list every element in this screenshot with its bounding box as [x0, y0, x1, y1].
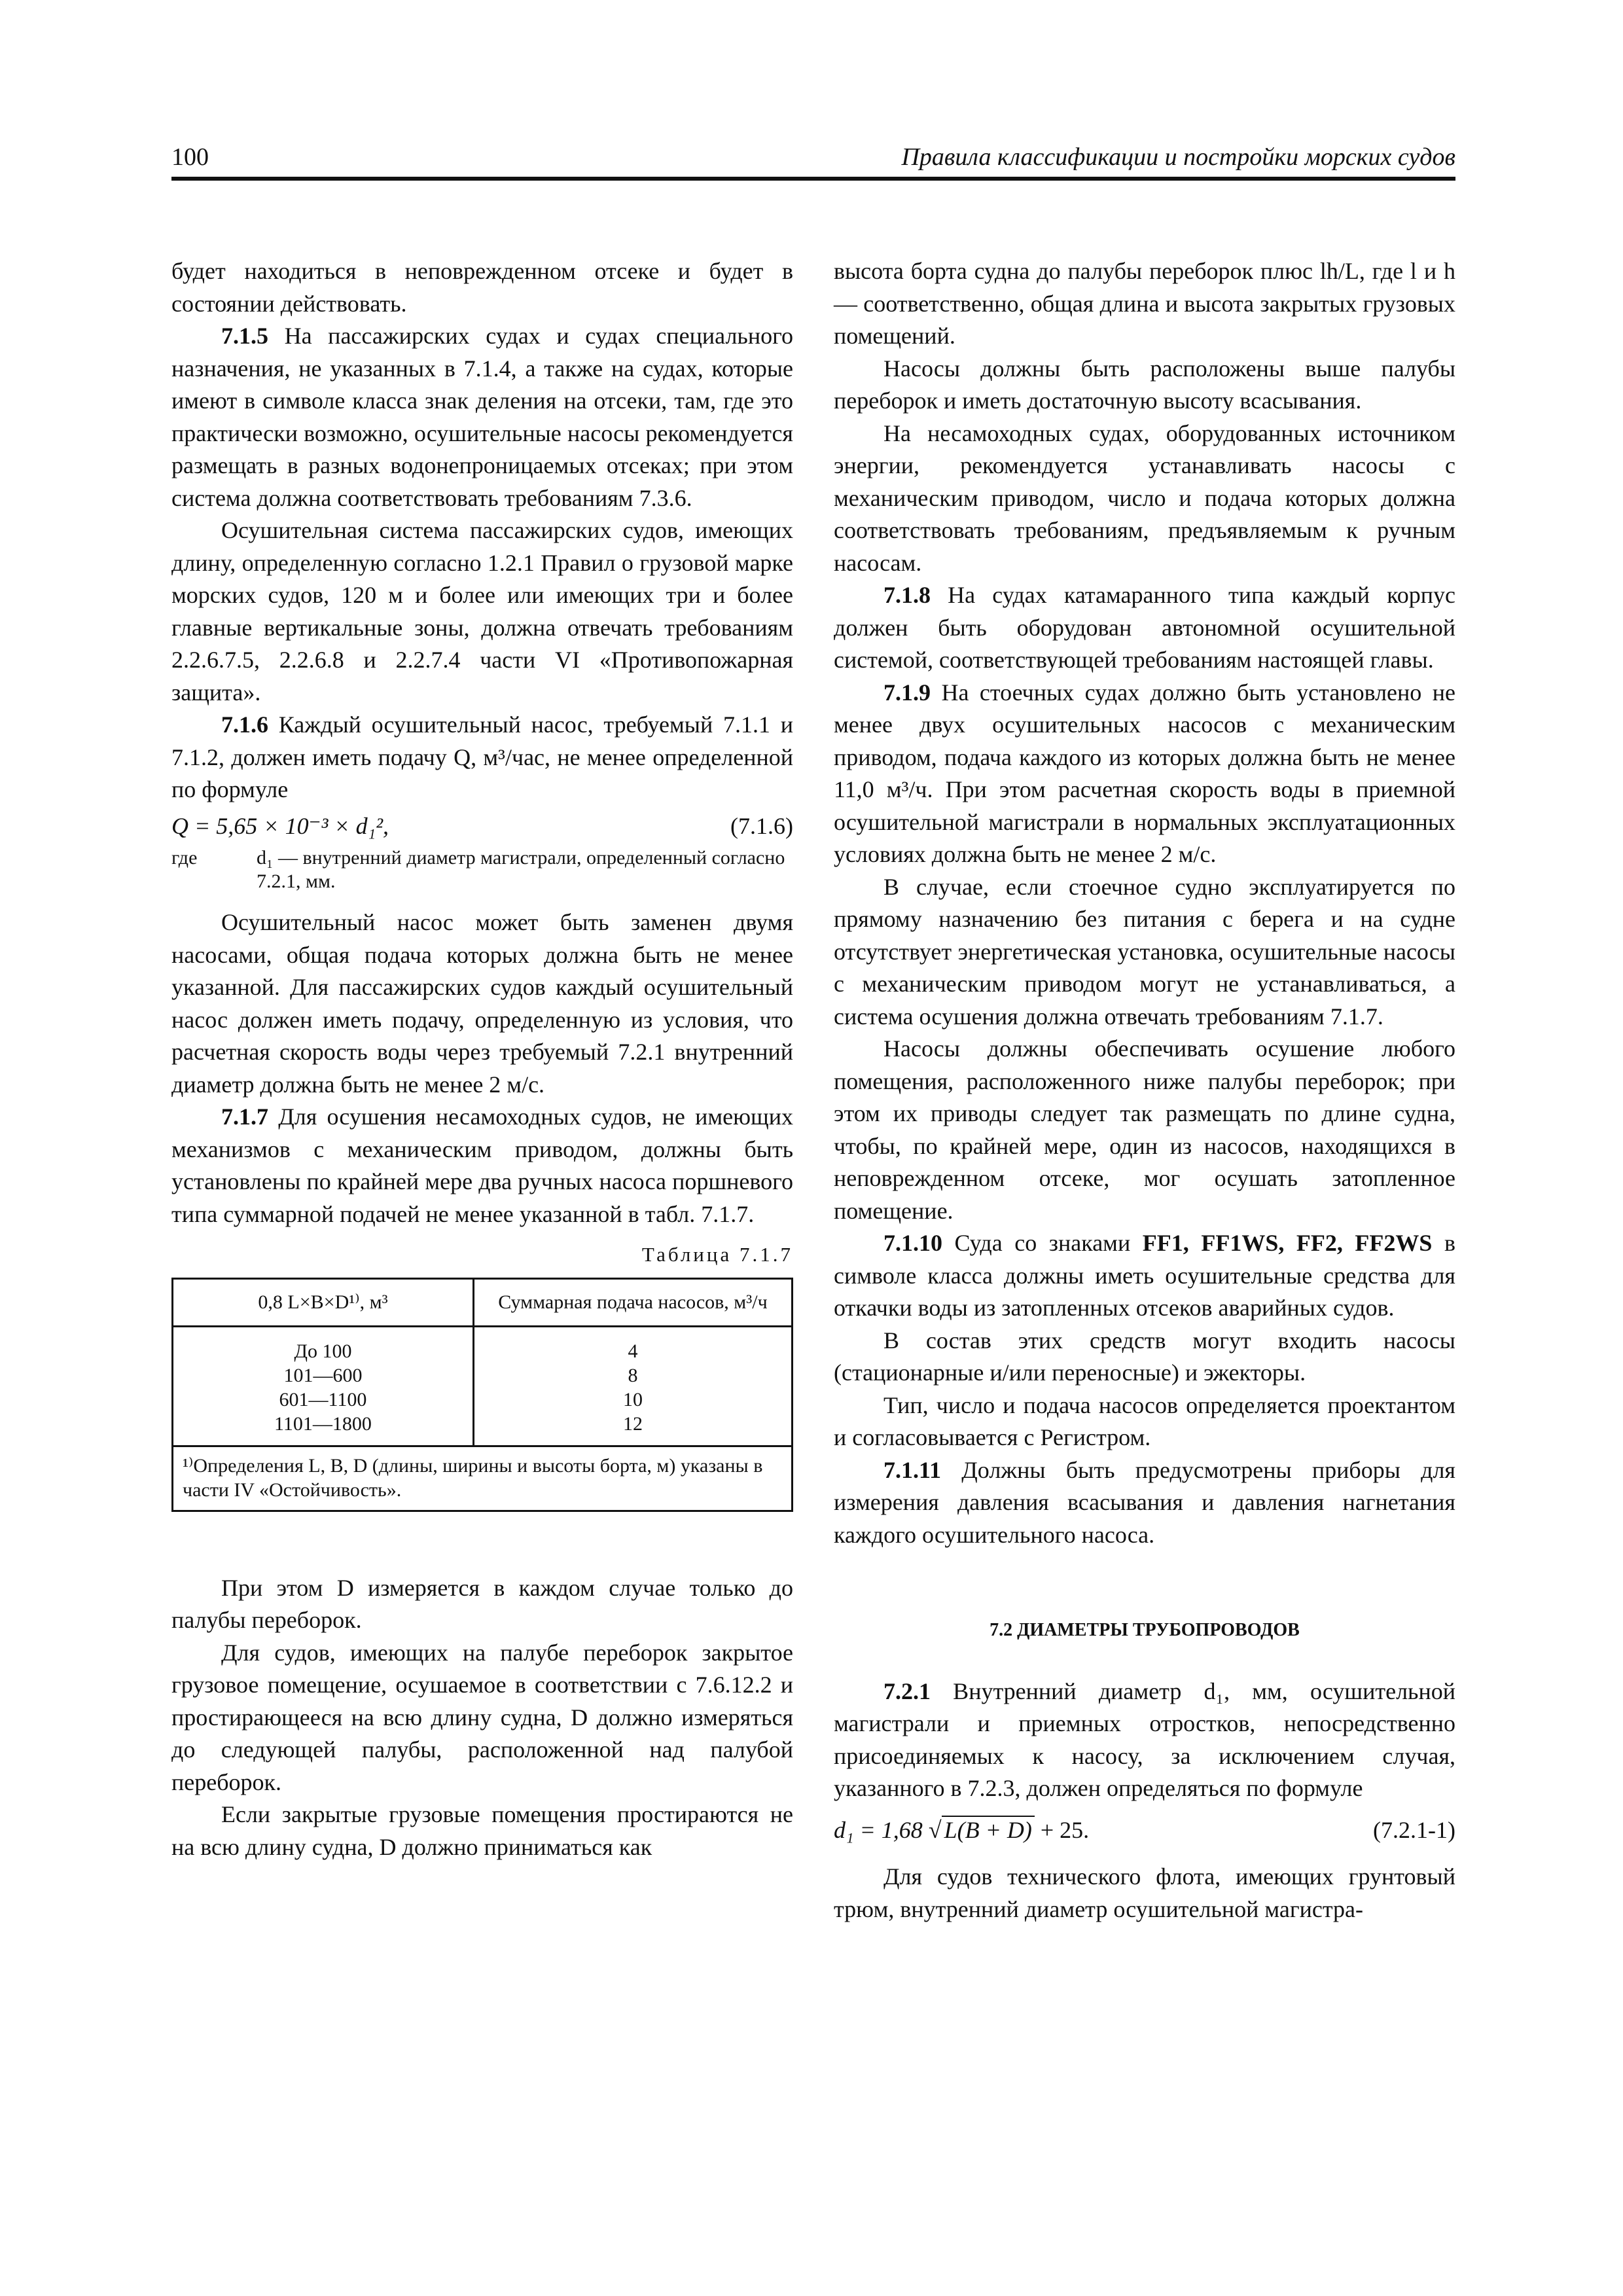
clause-number: 7.1.10: [883, 1230, 942, 1256]
left-column: [171, 255, 793, 1863]
formula-expression: [834, 1814, 1089, 1847]
paragraph: будет находиться в неповрежденном отсеке и будет в состоянии действовать.: [171, 258, 793, 317]
paragraph-7-1-9: [834, 677, 1455, 871]
formula-number: (7.1.6): [730, 812, 793, 839]
clause-text: Суда со знаками: [942, 1230, 1143, 1256]
paragraph: высота борта судна до палубы переборок плюс lh/L, где l и h — соответственно, общая длина и высота закрытых грузовых помещений.: [834, 258, 1455, 349]
paragraph: Осушительный насос может быть заменен двумя насосами, общая подача которых должна быть не менее указанной. Для пассажирских судов каждый осушительный насос должен иметь подачу, определенную из условия, что расчетная скорость воды через требуемый 7.2.1 внутренний диаметр должна быть не менее 2 м/с.: [171, 909, 793, 1098]
formula-number: (7.2.1-1): [1373, 1816, 1455, 1843]
running-title: Правила классификации и постройки морских судов: [901, 143, 1455, 171]
paragraph-7-1-5: [171, 320, 793, 514]
table-7-1-7: [171, 1278, 793, 1512]
square-root-icon: √: [928, 1816, 942, 1843]
formula-lhs: d₁ = 1,68: [834, 1816, 929, 1843]
section-title: 7.2 ДИАМЕТРЫ ТРУБОПРОВОДОВ: [990, 1620, 1300, 1640]
clause-number: 7.1.7: [221, 1103, 268, 1130]
table-cell: 8: [628, 1364, 638, 1386]
formula-rhs: + 25.: [1034, 1816, 1090, 1843]
paragraph: Осушительная система пассажирских судов, имеющих длину, определенную согласно 1.2.1 Правил о грузовой марке морских судов, 120 м и более или имеющих три и более главные вертикальные зоны, должна отвечать требованиям 2.2.6.7.5, 2.2.6.8 и 2.2.7.4 части VI «Противопожарная защита».: [171, 517, 793, 706]
table-body: [173, 1327, 791, 1447]
column-header-capacity: Суммарная подача насосов, м³/ч: [498, 1291, 768, 1313]
table-cell: 10: [623, 1388, 643, 1410]
paragraph: Насосы должны быть расположены выше палубы переборок и иметь достаточную высоту всасывания.: [834, 355, 1455, 414]
paragraph: В случае, если стоечное судно эксплуатируется по прямому назначению без питания с берега и на судне отсутствует энергетическая установка, осушительные насосы с механическим приводом могут не устанавливаться, а система осушения должна отвечать требованиям 7.1.7.: [834, 873, 1455, 1030]
paragraph-7-1-6: [171, 709, 793, 806]
clause-text: На судах катамаранного типа каждый корпус должен быть оборудован автономной осушительной системой, соответствующей требованиям настоящей главы.: [834, 582, 1455, 673]
table-footnote: ¹⁾Определения L, B, D (длины, ширины и высоты борта, м) указаны в части IV «Остойчивость».: [183, 1454, 763, 1501]
formula-legend: [171, 846, 793, 893]
paragraph: Насосы должны обеспечивать осушение любого помещения, расположенного ниже палубы переборок; при этом их приводы следует так размещать по длине судна, чтобы, по крайней мере, один из насосов, находящихся в неповрежденном отсеке, мог осушать затопленное помещение.: [834, 1035, 1455, 1224]
paragraph: На несамоходных судах, оборудованных источником энергии, рекомендуется устанавливать насосы с механическим приводом, число и подача которых должна соответствовать требованиям, предъявляемым к ручным насосам.: [834, 420, 1455, 576]
clause-text: Внутренний диаметр d₁, мм, осушительной магистрали и приемных отростков, непосредственно присоединяемых к насосу, за исключением случая, указанного в 7.2.3, должен определяться по формуле: [834, 1677, 1455, 1801]
clause-number: 7.1.9: [883, 679, 931, 706]
formula-7-1-6: [171, 810, 793, 843]
paragraph-7-1-11: [834, 1454, 1455, 1552]
spacer: [171, 1512, 793, 1572]
clause-number: 7.1.8: [883, 582, 931, 608]
table-header: [173, 1280, 791, 1327]
clause-text: Каждый осушительный насос, требуемый 7.1.1 и 7.1.2, должен иметь подачу Q, м³/час, не менее определенной по формуле: [171, 711, 793, 802]
paragraph: При этом D измеряется в каждом случае только до палубы переборок.: [171, 1574, 793, 1633]
paragraph-7-1-8: [834, 579, 1455, 677]
volume-column: [173, 1327, 474, 1445]
where-label: где: [171, 847, 198, 869]
header-rule: [171, 177, 1455, 181]
paragraph: В состав этих средств могут входить насосы (стационарные и/или переносные) и эжекторы.: [834, 1327, 1455, 1386]
table-cell: 101—600: [283, 1364, 363, 1386]
table-cell: 12: [623, 1412, 643, 1435]
formula-radicand: L(B + D): [942, 1816, 1035, 1843]
clause-number: 7.1.6: [221, 711, 268, 738]
clause-text: Для осушения несамоходных судов, не имеющих механизмов с механическим приводом, должны быть установлены по крайней мере два ручных насоса поршневого типа суммарной подачей не менее указанной в табл. 7.1.7.: [171, 1103, 793, 1227]
clause-text: в символе класса должны иметь осушительные средства для откачки воды из затопленных отсеков аварийных судов.: [834, 1230, 1455, 1321]
table-caption: Таблица 7.1.7: [641, 1243, 793, 1266]
table-cell: 4: [628, 1340, 638, 1362]
formula-expression: Q = 5,65 × 10⁻³ × d₁²,: [171, 812, 389, 839]
capacity-column: [474, 1327, 791, 1445]
paragraph: Если закрытые грузовые помещения простираются не на всю длину судна, D должно приниматься как: [171, 1801, 793, 1860]
paragraph: Для судов технического флота, имеющих грунтовый трюм, внутренний диаметр осушительной магистра-: [834, 1863, 1455, 1922]
paragraph: Тип, число и подача насосов определяется проектантом и согласовывается с Регистром.: [834, 1391, 1455, 1450]
table-cell: 601—1100: [279, 1388, 367, 1410]
page-header: [171, 143, 1455, 182]
paragraph: Для судов, имеющих на палубе переборок закрытое грузовое помещение, осушаемое в соответствии с 7.6.12.2 и простирающееся на всю длину судна, D должно измеряться до следующей палубы, расположенной над палубой переборок.: [171, 1639, 794, 1795]
table-cell: До 100: [294, 1340, 352, 1362]
right-column: [834, 255, 1455, 1926]
clause-number: 7.1.5: [221, 323, 268, 349]
class-marks: FF1, FF1WS, FF2, FF2WS: [1142, 1230, 1433, 1256]
clause-number: 7.2.1: [883, 1677, 931, 1704]
paragraph-7-1-7: [171, 1101, 793, 1230]
formula-7-2-1-1: [834, 1814, 1455, 1847]
page-number: 100: [171, 143, 209, 171]
paragraph-7-2-1: [834, 1676, 1455, 1805]
column-header-volume: 0,8 L×B×D¹⁾, м³: [173, 1280, 474, 1325]
where-definition: d₁ — внутренний диаметр магистрали, определенный согласно 7.2.1, мм.: [257, 847, 785, 892]
table-cell: 1101—1800: [274, 1412, 372, 1435]
paragraph-7-1-10: [834, 1227, 1455, 1325]
clause-text: Должны быть предусмотрены приборы для измерения давления всасывания и давления нагнетания каждого осушительного насоса.: [834, 1456, 1455, 1548]
clause-number: 7.1.11: [883, 1456, 942, 1483]
clause-text: На пассажирских судах и судах специального назначения, не указанных в 7.1.4, а также на судах, которые имеют в символе класса знак деления на отсеки, там, где это практически возможно, осушительные насосы рекомендуется размещать в разных водонепроницаемых отсеках; при этом система должна соответствовать требованиям 7.3.6.: [171, 323, 793, 511]
clause-text: На стоечных судах должно быть установлено не менее двух осушительных насосов с механическим приводом, подача каждого из которых должна быть не менее 11,0 м³/ч. При этом расчетная скорость воды в приемной осушительной магистрали в нормальных эксплуатационных условиях должна быть не менее 2 м/с.: [834, 679, 1455, 867]
